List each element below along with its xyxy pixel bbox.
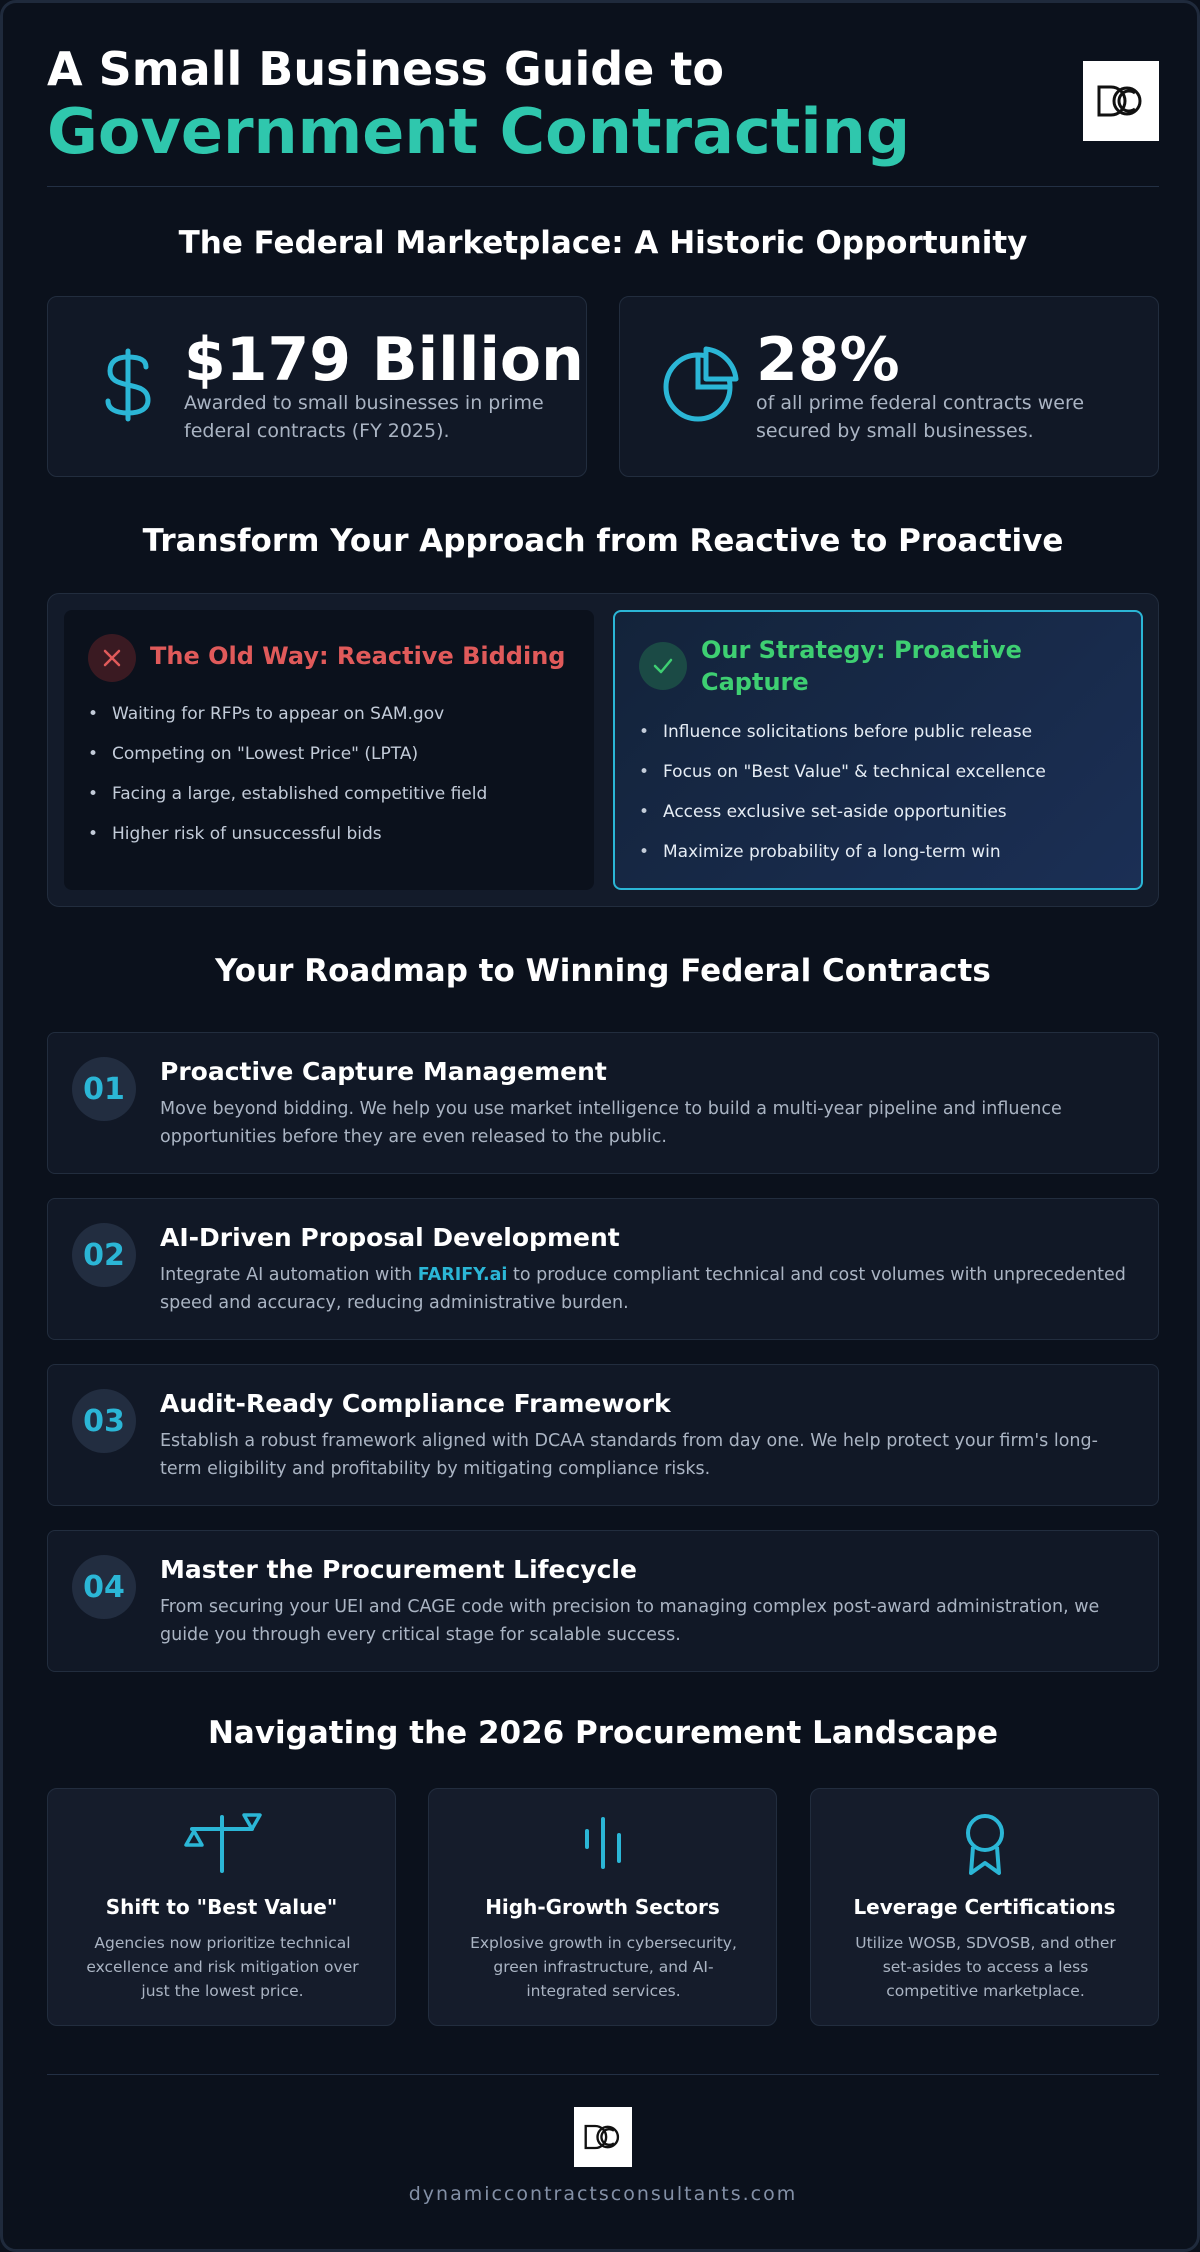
x-icon <box>100 646 124 670</box>
new-strategy-list <box>639 712 1046 872</box>
new-strategy-title: Our Strategy: Proactive Capture <box>701 636 1022 696</box>
stat-card-percent <box>619 296 1159 477</box>
list-item: • Maximize probability of a long-term win <box>639 832 1046 872</box>
stat-description: Awarded to small businesses in prime federal contracts (FY 2025). <box>184 392 544 442</box>
farify-link[interactable]: FARIFY.ai <box>417 1265 508 1285</box>
list-item: • Facing a large, established competitive field <box>88 774 487 814</box>
footer-website-link[interactable]: dynamiccontractsconsultants.com <box>408 2183 798 2205</box>
old-way-title: The Old Way: Reactive Bidding <box>150 642 566 670</box>
comparison-panel <box>47 593 1159 907</box>
roadmap-step <box>47 1530 1159 1672</box>
list-item: • Higher risk of unsuccessful bids <box>88 814 487 854</box>
step-description-text: Integrate AI automation with <box>160 1265 418 1285</box>
trend-description: Explosive growth in cybersecurity, green infrastructure, and AI-integrated services. <box>470 1934 737 2000</box>
trend-card <box>47 1788 396 2026</box>
dc-logo <box>1083 61 1159 141</box>
trend-description: Utilize WOSB, SDVOSB, and other set-asides to access a less competitive marketplace. <box>855 1934 1116 2000</box>
award-ribbon-icon <box>935 1811 1035 1877</box>
step-description: From securing your UEI and CAGE code with precision to managing complex post-award administration, we guide you through every critical stage for scalable success. <box>160 1597 1100 1645</box>
trend-card <box>810 1788 1159 2026</box>
old-way-list <box>88 694 487 854</box>
list-item: • Influence solicitations before public release <box>639 712 1046 752</box>
scale-icon <box>172 1811 272 1877</box>
landscape-heading: Navigating the 2026 Procurement Landscape <box>207 1715 999 1751</box>
step-title: Proactive Capture Management <box>160 1057 607 1086</box>
footer-logo <box>574 2107 632 2167</box>
page-title-line2: Government Contracting <box>47 95 911 168</box>
stat-value: $179 Billion <box>184 325 584 395</box>
step-title: Audit-Ready Compliance Framework <box>160 1389 671 1418</box>
trend-title: Leverage Certifications <box>853 1895 1116 1919</box>
stat-card-dollars <box>47 296 587 477</box>
step-title: Master the Procurement Lifecycle <box>160 1555 637 1584</box>
pie-chart-icon <box>660 345 740 425</box>
step-description-text: to produce compliant technical and cost volumes with unprecedented speed and accuracy, reducing administrative burden. <box>160 1265 1126 1313</box>
new-strategy-panel <box>613 610 1143 890</box>
roadmap-step <box>47 1198 1159 1340</box>
roadmap-step <box>47 1364 1159 1506</box>
step-number: 03 <box>72 1389 136 1453</box>
footer-divider <box>47 2074 1159 2075</box>
step-number: 01 <box>72 1057 136 1121</box>
step-description <box>160 1261 1135 1317</box>
trend-card <box>428 1788 777 2026</box>
check-icon <box>651 654 675 678</box>
step-description: Establish a robust framework aligned with DCAA standards from day one. We help protect your firm's long-term eligibility and profitability by mitigating compliance risks. <box>160 1431 1098 1479</box>
list-item: • Competing on "Lowest Price" (LPTA) <box>88 734 487 774</box>
marketplace-heading: The Federal Marketplace: A Historic Opportunity <box>178 225 1028 261</box>
step-description: Move beyond bidding. We help you use market intelligence to build a multi-year pipeline and influence opportunities before they are even released to the public. <box>160 1099 1062 1147</box>
trend-title: Shift to "Best Value" <box>105 1895 338 1919</box>
list-item: • Waiting for RFPs to appear on SAM.gov <box>88 694 487 734</box>
roadmap-heading: Your Roadmap to Winning Federal Contracts <box>215 953 991 989</box>
list-item: • Focus on "Best Value" & technical excellence <box>639 752 1046 792</box>
roadmap-step <box>47 1032 1159 1174</box>
x-icon-badge <box>88 634 136 682</box>
page-title-line1: A Small Business Guide to <box>47 42 724 96</box>
trend-title: High-Growth Sectors <box>485 1895 720 1919</box>
check-icon-badge <box>639 642 687 690</box>
old-way-panel <box>64 610 594 890</box>
dc-logo-icon <box>581 2121 625 2153</box>
step-number: 04 <box>72 1555 136 1619</box>
header <box>47 41 1159 187</box>
stat-description: of all prime federal contracts were secured by small businesses. <box>756 392 1085 442</box>
stat-value: 28% <box>756 325 900 395</box>
dc-logo-icon <box>1093 81 1149 121</box>
step-title: AI-Driven Proposal Development <box>160 1223 620 1252</box>
list-item: • Access exclusive set-aside opportunities <box>639 792 1046 832</box>
dollar-icon <box>88 345 168 425</box>
growth-bars-icon <box>553 1811 653 1877</box>
approach-heading: Transform Your Approach from Reactive to Proactive <box>142 523 1064 559</box>
trend-description: Agencies now prioritize technical excellence and risk mitigation over just the lowest price. <box>86 1934 359 2000</box>
step-number: 02 <box>72 1223 136 1287</box>
